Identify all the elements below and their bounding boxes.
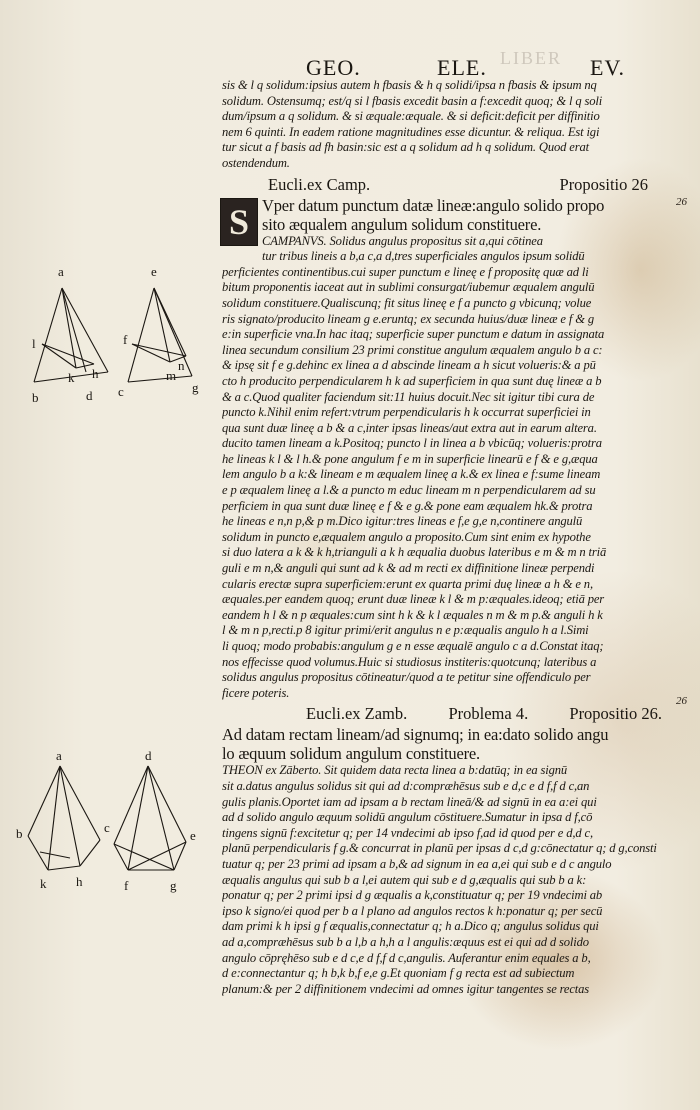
statement-line: Ad datam rectam lineam/ad signumq; in ea:dato solido angu: [222, 725, 609, 745]
text-line: & ipsę sit f e g.dehinc ex linea a d abscinde lineam a h sicut volueris:& a pū: [222, 358, 596, 373]
text-line: CAMPANVS. Solidus angulus propositus sit a,qui cōtinea: [262, 233, 543, 248]
figure-label: k: [68, 370, 75, 385]
heading-proposition: Propositio 26.: [569, 704, 662, 724]
statement-line: sito æqualem angulum solidum constituere.: [262, 214, 542, 234]
text-line: he lineas e n,n p,& p m.Dico igitur:tres lineas e f,e g,e n,continere angulū: [222, 514, 583, 529]
text-line: cularis erectæ supra superficiem:erunt ex quarta primi duę lineæ a h & e n,: [222, 576, 593, 591]
text-line: si duo latera a k & k h,trianguli a k h æqualia duobus lateribus e m & m n triā: [222, 545, 607, 560]
text-line: solidum. Ostensumq; est/q si l fbasis excedit basin a f:excedit quoq; & l q soli: [222, 93, 603, 108]
text-line: dum/ipsum a q solidum. & si æquale:æquale. & si deficit:deficit per diffinitio: [222, 109, 600, 124]
text-line: nos effecisse quod volumus.Huic si studiosus institeris:quotcunq; lateribus a: [222, 654, 597, 669]
text-line: ducito tamen lineam a k.Positoq; puncto l in linea a b vbicūq; volueris:protra: [222, 436, 602, 451]
text-line: e:in superficie vna.In hac itaq; superficie super punctum e datum in assignata: [222, 327, 605, 342]
figure-label: g: [192, 380, 199, 395]
text-line: linea secundum consilium 23 primi constitue angulum æqualem angulo b a c:: [222, 342, 603, 357]
edge-pm: [132, 344, 170, 362]
figure-label: b: [16, 826, 23, 841]
text-line: ad a,compræhēsus sub b a l,b a h,h a l angulis:æquus est ei qui ad d solido: [222, 934, 589, 949]
text-line: e p æqualem lineę a l.& a puncto m educ lineam m n perpendicularem ad su: [222, 483, 596, 498]
text-line: qua sunt duæ lineę a b & a c,inter ipsas lineas/aut extra aut in earum altera.: [222, 420, 597, 435]
figure-label: e: [190, 828, 196, 843]
edge-ef: [128, 288, 154, 382]
figure-solid-angles-campanus: [20, 260, 220, 410]
text-line: THEON ex Zāberto. Sit quidem data recta linea a b:datūq; in ea signū: [222, 763, 568, 778]
text-line: tingens signū f:excitetur q; per 14 vndecimi ab ipso f,ad id quod per e d,d c,: [222, 825, 593, 840]
text-line: ficere poteris.: [222, 685, 290, 700]
edge-hk: [80, 840, 100, 866]
figure-label: n: [178, 358, 185, 373]
figure-label: a: [56, 748, 62, 763]
paragraph-proof-end: [222, 78, 668, 172]
edge-fe: [128, 842, 186, 870]
statement-line: lo æquum solidum angulum constituere.: [222, 744, 480, 764]
edge-en: [154, 288, 186, 356]
heading-source: Eucli.ex Camp.: [268, 174, 371, 194]
edge-ab: [28, 766, 60, 836]
text-line: bitum proponentis iaceat aut in sublimi consurgat/iubemur æqualem angulū: [222, 280, 595, 295]
statement-line: Vper datum punctum datæ lineæ:angulo solido propo: [262, 195, 605, 215]
edge-de: [148, 766, 186, 842]
text-line: solidum constituere.Qualiscunq; fit situs lineę e f a puncto g vbicunq; volue: [222, 295, 592, 310]
figure-solid-angles-theon: [10, 748, 210, 898]
text-line: eandem h l & n p æquales:cum sint h k & k l æquales n m & m p.& anguli h k: [222, 607, 603, 622]
edge-dc: [114, 766, 148, 844]
text-line: dam primi k h ipsi g f æqualis,connectatur q; h a.Dico q; angulus solidus qui: [222, 919, 599, 934]
edge-inner: [40, 852, 70, 858]
text-line: & a c.Quod qualiter faciendum sit:11 huius docuit.Nec sit igitur tibi cura de: [222, 389, 595, 404]
figure-label: f: [123, 332, 128, 347]
figure-label: e: [151, 264, 157, 279]
figure-label: c: [104, 820, 110, 835]
figure-label: m: [166, 368, 177, 383]
text-line: perficientes continentibus.cui super punctum e lineę e f propositę quæ ad li: [222, 264, 589, 279]
figure-label: h: [76, 874, 83, 889]
paragraph-campanus: [222, 234, 668, 702]
text-line: perficiem in qua sunt duæ lineę e f & e g.& pone eam æqualem hk.& protra: [222, 498, 593, 513]
text-line: l & m n p,recti.p 8 igitur primi/erit angulus n e p:æqualis angulo h a l.Simi: [222, 623, 589, 638]
heading-problem: Problema 4.: [448, 704, 529, 724]
text-line: solidus angulus propositus cōtineatur/quod a te petitur sine offendiculo per: [222, 670, 591, 685]
proposition-heading: [222, 704, 668, 724]
text-line: planum:& per 2 diffinitionem vndecimi ad omnes igitur tangentes se rectas: [222, 981, 590, 996]
proposition-heading: [222, 175, 668, 195]
text-line: ponatur q; per 2 primi ipsi d g æqualis a k,constituatur q; per 19 vndecimi ab: [222, 888, 603, 903]
text-line: sis & l q solidum:ipsius autem h fbasis & h q solidi/ipsa n fbasis & ipsum nq: [222, 78, 597, 92]
edge-lh: [48, 866, 80, 870]
text-line: solidum in puncto e,æqualem angulo a proposito.Cum sint enim ex hypothe: [222, 529, 591, 544]
edge-lk: [42, 344, 76, 368]
paragraph-theon: [222, 763, 668, 997]
header-center: ELE.: [437, 55, 487, 80]
figure-label: b: [32, 390, 39, 405]
bleed-through-text: LIBER: [500, 48, 562, 68]
proposition-statement: [222, 725, 668, 763]
heading-source: Eucli.ex Zamb.: [306, 704, 408, 724]
figure-label: d: [86, 388, 93, 403]
edge-cf: [114, 844, 128, 870]
figure-label: g: [170, 878, 177, 893]
edge-ab: [34, 288, 62, 382]
text-line: gulis planis.Oportet iam ad ipsam a b rectam lineā/& ad signū in ea a:ei qui: [222, 794, 597, 809]
text-line: tur sicut a f basis ad fh basin:sic est a q solidum ad h q solidum. Quod erat: [222, 140, 589, 155]
header-right: EV.: [590, 55, 625, 80]
text-line: ris signato/producito lineam g e.eruntq; ex secunda huius/duæ lineæ e f & g: [222, 311, 595, 326]
text-line: lem angulo b a k:& lineam e m æqualem lineę a k.& ex linea e f:sume lineam: [222, 467, 601, 482]
edge-pn: [132, 344, 186, 356]
text-line: puncto k.Nihil enim refert:vtrum perpendicularis h k occurrat superficiei in: [222, 405, 591, 420]
text-line: tur tribus lineis a b,a c,a d,tres superficiales angulos ipsum solidū: [262, 249, 585, 264]
dropcap: S: [220, 198, 258, 246]
edge-fg: [128, 376, 192, 382]
text-line: planū perpendicularis f g.& concurrat in planū per ipsas d c,d g:cōnectatur q; d g,consti: [222, 841, 657, 856]
figure-label: d: [145, 748, 152, 763]
text-line: angulo cōpręhēso sub e d c,e d f,f d c,angulis. Auferantur enim equales a b,: [222, 950, 591, 965]
figure-label: a: [58, 264, 64, 279]
figure-label: l: [32, 336, 36, 351]
text-line: ipso k signo/ei quod per b a l plano ad angulos rectos k h:ponatur q; per secū: [222, 903, 603, 918]
figure-label: f: [124, 878, 129, 893]
text-line: li quoq; modo probabis:angulum g e n esse æqualē angulo c a d.Constat itaq;: [222, 639, 604, 653]
text-line: d e:connectantur q; h b,k b,f e,e g.Et quoniam f g recta est ad subiectum: [222, 966, 575, 981]
text-line: ad d solido angulo æquum solidū angulum cōstituere.Sumatur in ipsa d f,cō: [222, 810, 593, 825]
text-line: tuatur q; per 23 primi ad ipsam a b,& ad signum in ea a,ei qui sub e d c angulo: [222, 856, 612, 871]
margin-note: 26: [676, 695, 687, 707]
text-line: sit a.datus angulus solidus sit qui ad d:compræhēsus sub e d,c e d f,f d c,an: [222, 778, 590, 793]
text-line: nem 6 quinti. In eadem ratione magnitudines esse dicuntur. & reliqua. Est igi: [222, 124, 600, 139]
figure-label: h: [92, 366, 99, 381]
edge-ak: [60, 766, 100, 840]
main-text-column: [222, 78, 668, 997]
text-line: æqualis angulus qui sub b a l,ei autem qui sub e d g,æqualis qui sub b a k:: [222, 872, 587, 887]
text-line: ostendendum.: [222, 155, 290, 170]
edge-lh: [42, 344, 94, 364]
edge-cg: [114, 844, 174, 870]
text-line: cto h producito perpendicularem h k ad superficiem in qua sunt duę lineæ a b: [222, 373, 602, 388]
figure-label: c: [118, 384, 124, 399]
text-line: æquales.per eandem quoq; erunt duæ lineæ k l & m p:æquales.ideoq; etiā per: [222, 592, 605, 607]
heading-proposition: Propositio 26: [559, 174, 648, 194]
edge-ah: [60, 766, 80, 866]
edge-ge: [174, 842, 186, 870]
text-line: he lineas k l & l h.& pone angulum f e m in superficie linearū e f & e g,æqua: [222, 451, 598, 466]
text-line: guli e m n,& anguli qui sunt ad k & ad m recti ex diffinitione lineæ perpendi: [222, 561, 595, 576]
header-left: GEO.: [306, 55, 361, 80]
margin-note: 26: [676, 196, 687, 208]
figure-label: k: [40, 876, 47, 891]
